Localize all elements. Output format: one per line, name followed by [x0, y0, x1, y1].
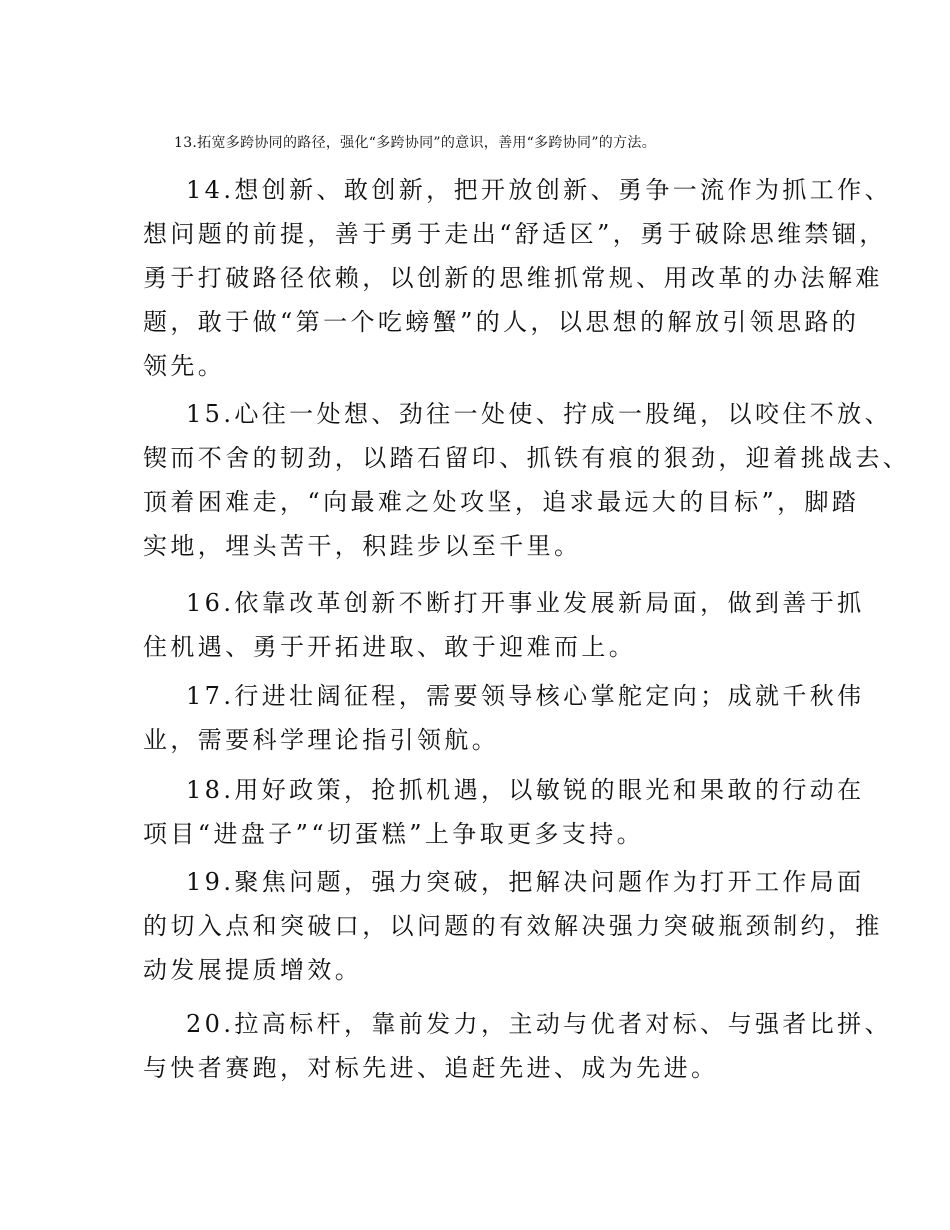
text-line: 锲而不舍的韧劲，以踏石留印、抓铁有痕的狠劲，迎着挑战去、: [143, 444, 911, 472]
text-line: 17.行进壮阔征程，需要领导核心掌舵定向；成就千秋伟: [186, 682, 865, 710]
text-line: 想问题的前提，善于勇于走出“舒适区”，勇于破除思维禁锢，: [143, 220, 887, 248]
paragraph-17: [143, 674, 865, 762]
text-line: 18.用好政策，抢抓机遇，以敏锐的眼光和果敢的行动在: [186, 776, 865, 804]
paragraph-14: [143, 168, 892, 388]
paragraph-18: [143, 768, 865, 856]
paragraph-15: [143, 392, 911, 568]
text-line: 20.拉高标杆，靠前发力，主动与优者对标、与强者比拼、: [186, 1010, 892, 1038]
item-13-text: 13.拓宽多跨协同的路径，强化“多跨协同”的意识，善用“多跨协同”的方法。: [174, 135, 656, 151]
text-line: 动发展提质增效。: [143, 956, 363, 984]
text-line: 住机遇、勇于开拓进取、敢于迎难而上。: [143, 633, 637, 661]
text-line: 与快者赛跑，对标先进、追赶先进、成为先进。: [143, 1054, 719, 1082]
text-line: 14.想创新、敢创新，把开放创新、勇争一流作为抓工作、: [186, 176, 892, 204]
text-line: 业，需要科学理论指引领航。: [143, 726, 500, 754]
text-line: 项目“进盘子”“切蛋糕”上争取更多支持。: [143, 820, 645, 848]
text-line: 顶着困难走，“向最难之处攻坚，追求最远大的目标”，脚踏: [143, 488, 860, 516]
text-line: 勇于打破路径依赖，以创新的思维抓常规、用改革的办法解难: [143, 264, 883, 292]
text-line: 实地，埋头苦干，积跬步以至千里。: [143, 532, 582, 560]
paragraph-19: [143, 860, 883, 992]
text-line: 的切入点和突破口，以问题的有效解决强力突破瓶颈制约，推: [143, 912, 883, 940]
text-line: 题，敢于做“第一个吃螃蟹”的人，以思想的解放引领思路的: [143, 308, 860, 336]
text-line: 领先。: [143, 352, 226, 380]
paragraph-16: [143, 581, 865, 669]
text-line: 16.依靠改革创新不断打开事业发展新局面，做到善于抓: [186, 589, 865, 617]
paragraph-20: [143, 1002, 892, 1090]
text-line: 15.心往一处想、劲往一处使、拧成一股绳，以咬住不放、: [186, 400, 892, 428]
text-line: 19.聚焦问题，强力突破，把解决问题作为打开工作局面: [186, 868, 865, 896]
